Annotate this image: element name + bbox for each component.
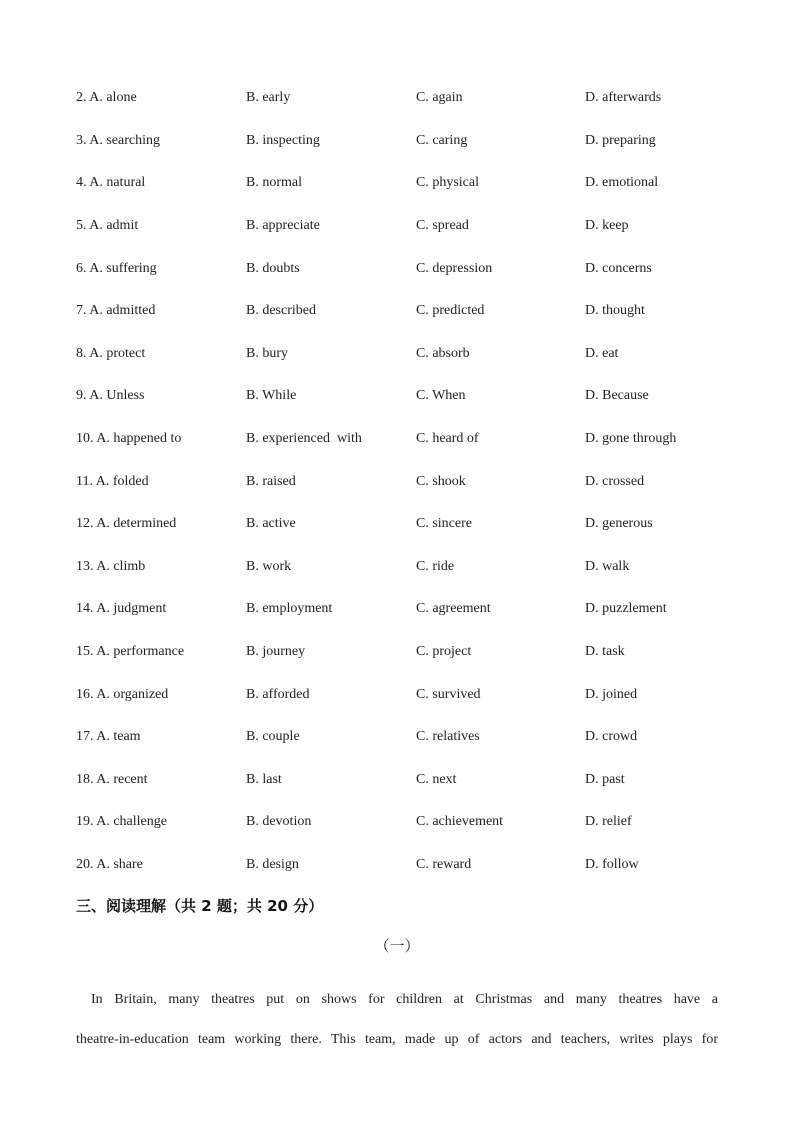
question-row-20 — [0, 855, 794, 875]
question-row-4 — [0, 173, 794, 193]
option-d: D. afterwards — [585, 90, 662, 105]
question-row-11 — [0, 472, 794, 492]
option-d: D. concerns — [585, 261, 652, 276]
option-d: D. past — [585, 772, 625, 787]
option-b: B. bury — [246, 346, 288, 361]
option-c: C. ride — [416, 559, 455, 574]
option-b: B. early — [246, 90, 291, 105]
option-a: 2. A. alone — [76, 90, 137, 105]
reading-passage — [76, 980, 718, 1060]
option-d: D. puzzlement — [585, 601, 667, 616]
option-c: C. again — [416, 90, 463, 105]
option-d: D. keep — [585, 218, 629, 233]
question-row-2 — [0, 88, 794, 108]
option-b: B. raised — [246, 474, 296, 489]
option-b: B. devotion — [246, 814, 312, 829]
question-row-3 — [0, 131, 794, 151]
option-d: D. joined — [585, 687, 638, 702]
option-a: 19. A. challenge — [76, 814, 167, 829]
option-a: 17. A. team — [76, 729, 141, 744]
option-a: 10. A. happened to — [76, 431, 182, 446]
option-b: B. last — [246, 772, 282, 787]
question-row-7 — [0, 301, 794, 321]
option-c: C. sincere — [416, 516, 472, 531]
option-d: D. thought — [585, 303, 645, 318]
option-c: C. depression — [416, 261, 493, 276]
question-row-6 — [0, 259, 794, 279]
option-a: 4. A. natural — [76, 175, 146, 190]
question-row-19 — [0, 812, 794, 832]
option-c: C. agreement — [416, 601, 491, 616]
passage-number: （一） — [374, 937, 420, 955]
option-a: 11. A. folded — [76, 474, 149, 489]
option-b: B. afforded — [246, 687, 310, 702]
question-row-12 — [0, 514, 794, 534]
option-b: B. design — [246, 857, 299, 872]
option-a: 7. A. admitted — [76, 303, 156, 318]
question-row-16 — [0, 685, 794, 705]
option-a: 16. A. organized — [76, 687, 169, 702]
option-a: 13. A. climb — [76, 559, 146, 574]
option-c: C. caring — [416, 133, 468, 148]
passage-line: theatre-in-education team working there. This team, made up of actors and teachers, writes plays for — [76, 1032, 718, 1047]
option-c: C. spread — [416, 218, 469, 233]
option-d: D. preparing — [585, 133, 656, 148]
option-d: D. emotional — [585, 175, 659, 190]
option-a: 3. A. searching — [76, 133, 160, 148]
option-b: B. described — [246, 303, 316, 318]
option-d: D. relief — [585, 814, 632, 829]
option-d: D. follow — [585, 857, 639, 872]
question-row-14 — [0, 599, 794, 619]
option-d: D. eat — [585, 346, 619, 361]
question-row-13 — [0, 557, 794, 577]
option-a: 15. A. performance — [76, 644, 185, 659]
option-a: 8. A. protect — [76, 346, 146, 361]
option-c: C. physical — [416, 175, 479, 190]
option-d: D. crowd — [585, 729, 638, 744]
option-d: D. generous — [585, 516, 653, 531]
option-c: C. relatives — [416, 729, 480, 744]
question-row-10 — [0, 429, 794, 449]
option-d: D. Because — [585, 388, 649, 403]
option-d: D. walk — [585, 559, 630, 574]
option-c: C. achievement — [416, 814, 504, 829]
option-a: 14. A. judgment — [76, 601, 167, 616]
option-c: C. survived — [416, 687, 481, 702]
question-row-9 — [0, 386, 794, 406]
option-b: B. inspecting — [246, 133, 320, 148]
option-b: B. While — [246, 388, 297, 403]
option-b: B. active — [246, 516, 296, 531]
option-b: B. normal — [246, 175, 302, 190]
option-a: 5. A. admit — [76, 218, 139, 233]
option-b: B. experienced with — [246, 431, 362, 446]
option-a: 20. A. share — [76, 857, 143, 872]
option-c: C. When — [416, 388, 466, 403]
option-a: 18. A. recent — [76, 772, 148, 787]
section-heading: 三、阅读理解（共 2 题；共 20 分） — [76, 897, 324, 915]
option-b: B. doubts — [246, 261, 300, 276]
passage-line: In Britain, many theatres put on shows for children at Christmas and many theatres have a — [91, 992, 718, 1007]
option-d: D. crossed — [585, 474, 645, 489]
option-b: B. journey — [246, 644, 306, 659]
option-c: C. reward — [416, 857, 472, 872]
option-a: 12. A. determined — [76, 516, 177, 531]
option-d: D. task — [585, 644, 625, 659]
option-b: B. couple — [246, 729, 300, 744]
option-d: D. gone through — [585, 431, 677, 446]
option-c: C. absorb — [416, 346, 470, 361]
option-b: B. appreciate — [246, 218, 320, 233]
question-row-18 — [0, 770, 794, 790]
option-b: B. work — [246, 559, 292, 574]
question-row-5 — [0, 216, 794, 236]
question-row-8 — [0, 344, 794, 364]
option-c: C. project — [416, 644, 472, 659]
option-c: C. predicted — [416, 303, 485, 318]
option-a: 9. A. Unless — [76, 388, 145, 403]
option-c: C. heard of — [416, 431, 479, 446]
option-a: 6. A. suffering — [76, 261, 157, 276]
question-row-17 — [0, 727, 794, 747]
option-c: C. next — [416, 772, 457, 787]
option-b: B. employment — [246, 601, 333, 616]
option-c: C. shook — [416, 474, 466, 489]
question-row-15 — [0, 642, 794, 662]
